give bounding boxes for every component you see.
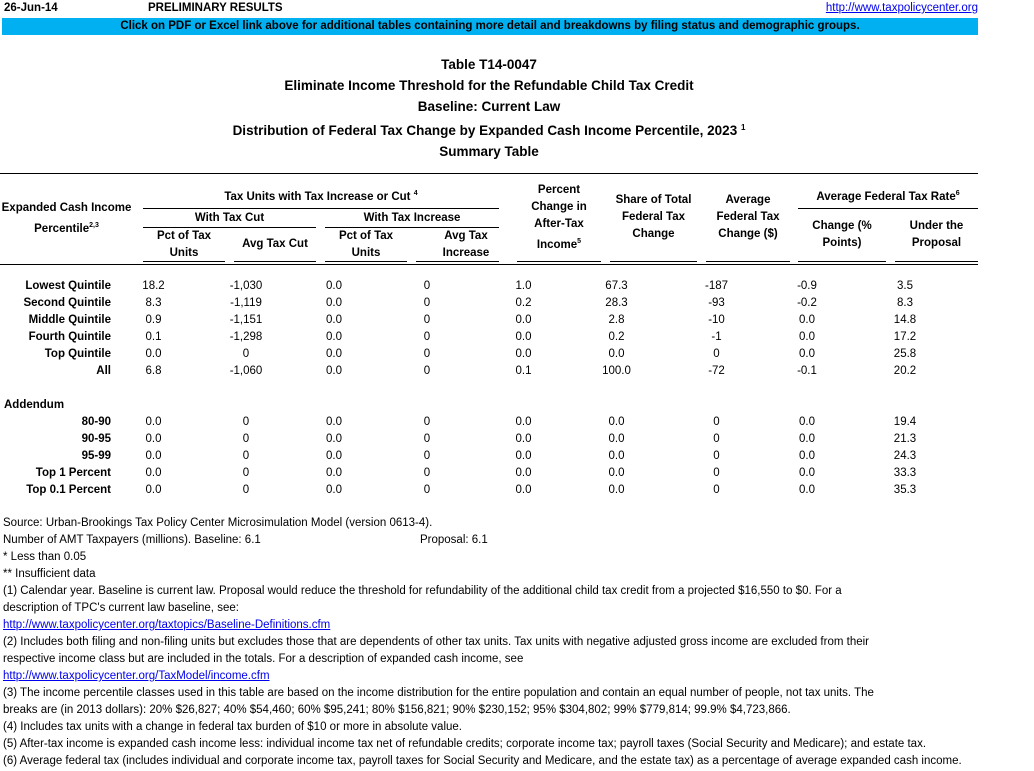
table-cell: 21.3 xyxy=(893,433,917,445)
with-cut-header: With Tax Cut xyxy=(194,212,265,224)
table-cell: 20.2 xyxy=(893,365,917,377)
table-cell: 0.0 xyxy=(515,484,532,496)
footnote-2a: (2) Includes both filing and non-filing units but excludes those that are dependents of other tax units. Tax units with negative adjusted gross income are excluded from their xyxy=(3,636,869,648)
table-titles xyxy=(0,54,978,162)
table-cell: 0.0 xyxy=(608,450,625,462)
table-row xyxy=(0,431,959,448)
rate-under-header: Under the Proposal xyxy=(909,220,964,249)
footnote-4: (4) Includes tax units with a change in federal tax burden of $10 or more in absolute value. xyxy=(3,721,462,733)
footnote-2b: respective income class but are included in the totals. For a description of expanded cash income, see xyxy=(3,653,524,665)
table-cell: 0.0 xyxy=(799,348,815,360)
table-row xyxy=(0,329,959,346)
table-cell: 0.0 xyxy=(145,450,162,462)
table-cell: 0.0 xyxy=(326,297,342,309)
table-cell: 1.0 xyxy=(515,280,532,292)
main-data-table xyxy=(0,278,959,380)
table-cell: -1,030 xyxy=(229,280,263,292)
table-cell: 0.0 xyxy=(326,280,342,292)
table-cell: 0.0 xyxy=(326,433,342,445)
row-label: 95-99 xyxy=(81,450,111,462)
with-increase-header: With Tax Increase xyxy=(363,212,461,224)
row-label: 90-95 xyxy=(81,433,111,445)
footnote-3a: (3) The income percentile classes used in this table are based on the income distribution for the entire population and contain an equal number of people, not tax units. The xyxy=(3,687,874,699)
table-cell: 0 xyxy=(242,484,250,496)
table-cell: 0.0 xyxy=(515,433,532,445)
table-cell: 0.0 xyxy=(145,484,162,496)
table-cell: 67.3 xyxy=(605,280,628,292)
table-cell: 0.0 xyxy=(145,416,162,428)
table-cell: 0.0 xyxy=(799,484,815,496)
table-row xyxy=(0,482,959,499)
table-cell: 0.0 xyxy=(515,450,532,462)
table-cell: 0 xyxy=(713,416,720,428)
rate-change-rule xyxy=(798,261,886,262)
row-label: 80-90 xyxy=(81,416,111,428)
table-cell: 0.0 xyxy=(515,314,532,326)
table-cell: 0.0 xyxy=(799,450,815,462)
table-cell: 17.2 xyxy=(893,331,917,343)
row-label: Top 1 Percent xyxy=(35,467,111,479)
table-cell: 0.0 xyxy=(145,348,162,360)
amt-note: Number of AMT Taxpayers (millions). Baseline: 6.1 Proposal: 6.1 xyxy=(3,534,488,546)
footnote-1a: (1) Calendar year. Baseline is current law. Proposal would reduce the threshold for refundability of the additional child tax credit from a projected $16,550 to $0. For a xyxy=(3,585,842,597)
row-label: All xyxy=(96,365,111,377)
table-cell: 0 xyxy=(423,280,431,292)
avg-cut-header: Avg Tax Cut xyxy=(242,238,308,250)
table-title: Eliminate Income Threshold for the Refundable Child Tax Credit xyxy=(284,78,694,93)
summary-title: Summary Table xyxy=(439,144,539,159)
table-row xyxy=(0,312,959,329)
share-header: Share of Total Federal Tax Change xyxy=(615,194,692,240)
baseline-definitions-link[interactable]: http://www.taxpolicycenter.org/taxtopics/Baseline-Definitions.cfm xyxy=(3,619,331,631)
table-cell: 0.2 xyxy=(515,297,532,309)
info-banner: Click on PDF or Excel link above for additional tables containing more detail and breakdowns by filing status and demographic groups. xyxy=(2,18,978,35)
tpc-website-link[interactable]: http://www.taxpolicycenter.org xyxy=(825,2,978,14)
table-cell: -187 xyxy=(704,280,729,292)
table-cell: 0.1 xyxy=(145,331,162,343)
table-cell: 0 xyxy=(713,467,720,479)
table-cell: 0.0 xyxy=(326,467,342,479)
distribution-title: Distribution of Federal Tax Change by Expanded Cash Income Percentile, 2023 $^1$ xyxy=(232,123,746,138)
table-cell: -93 xyxy=(708,297,725,309)
source-note: Source: Urban-Brookings Tax Policy Center Microsimulation Model (version 0613-4). xyxy=(3,517,433,529)
table-cell: 0.0 xyxy=(799,331,815,343)
table-id: Table T14-0047 xyxy=(441,57,537,72)
table-row xyxy=(0,346,959,363)
addendum-label: Addendum xyxy=(4,399,65,411)
less-than-note: * Less than 0.05 xyxy=(3,551,87,563)
table-row xyxy=(0,448,959,465)
table-cell: 0 xyxy=(423,416,431,428)
table-cell: 19.4 xyxy=(893,416,917,428)
table-cell: 0 xyxy=(713,433,720,445)
table-cell: 0.0 xyxy=(515,467,532,479)
table-cell: 8.3 xyxy=(897,297,913,309)
table-row xyxy=(0,363,959,380)
table-cell: 18.2 xyxy=(142,280,165,292)
table-cell: -1,298 xyxy=(229,331,263,343)
table-cell: 35.3 xyxy=(893,484,917,496)
row-label: Top Quintile xyxy=(44,348,111,360)
table-row xyxy=(0,414,959,431)
units-group-rule xyxy=(143,208,499,209)
table-cell: 0.0 xyxy=(608,348,625,360)
table-row xyxy=(0,465,959,482)
table-cell: -1 xyxy=(711,331,722,343)
table-cell: -10 xyxy=(708,314,725,326)
pct-units-cut-header: Pct of Tax Units xyxy=(156,230,212,259)
table-cell: 0.0 xyxy=(608,484,625,496)
table-cell: 0 xyxy=(423,331,431,343)
footnote-5: (5) After-tax income is expanded cash income less: individual income tax net of refundable credits; corporate income tax; payroll taxes (Social Security and Medicare); and estate tax. xyxy=(3,738,927,750)
page-header xyxy=(2,2,978,16)
table-cell: 0.0 xyxy=(608,433,625,445)
table-cell: 0 xyxy=(242,348,250,360)
table-cell: 0 xyxy=(242,450,250,462)
table-cell: 14.8 xyxy=(893,314,917,326)
table-cell: -1,119 xyxy=(230,297,262,309)
row-label: Top 0.1 Percent xyxy=(26,484,111,496)
table-cell: 0.0 xyxy=(326,450,342,462)
table-cell: 0 xyxy=(242,416,250,428)
table-cell: 0.2 xyxy=(608,331,625,343)
table-cell: 0 xyxy=(713,348,720,360)
table-cell: 0 xyxy=(423,348,431,360)
table-cell: 2.8 xyxy=(608,314,625,326)
table-cell: 0.0 xyxy=(145,433,162,445)
footnote-1b: description of TPC's current law baseline, see: xyxy=(3,602,239,614)
table-cell: 0 xyxy=(242,433,250,445)
table-cell: -0.2 xyxy=(797,297,817,309)
rate-group-header: Average Federal Tax Rate$^6$ xyxy=(816,190,960,203)
table-cell: 0.0 xyxy=(799,314,815,326)
avg-cut-rule xyxy=(234,261,316,262)
table-cell: 0 xyxy=(713,450,720,462)
table-cell: 0.0 xyxy=(515,416,532,428)
table-cell: 0.0 xyxy=(608,416,625,428)
table-cell: 0.0 xyxy=(326,365,342,377)
table-cell: 0.0 xyxy=(799,416,815,428)
footnote-6: (6) Average federal tax (includes individual and corporate income tax, payroll taxes for Social Security and Medicare, and the estate tax) as a percentage of average expanded cash income. xyxy=(3,755,962,767)
table-cell: 0.0 xyxy=(145,467,162,479)
table-cell: -1,060 xyxy=(229,365,263,377)
header-bottom-rule xyxy=(0,264,978,265)
table-cell: 0 xyxy=(423,433,431,445)
table-cell: 0.9 xyxy=(145,314,162,326)
addendum-data-table xyxy=(0,414,959,499)
table-cell: -0.1 xyxy=(797,365,817,377)
row-label-header: Expanded Cash Income Percentile$^{2,3}$ xyxy=(1,202,132,235)
insufficient-note: ** Insufficient data xyxy=(3,568,96,580)
table-cell: 25.8 xyxy=(893,348,917,360)
units-group-header: Tax Units with Tax Increase or Cut $^4$ xyxy=(224,190,418,203)
avg-inc-header: Avg Tax Increase xyxy=(442,230,490,259)
table-cell: 0.0 xyxy=(515,331,532,343)
table-cell: 0 xyxy=(423,484,431,496)
table-cell: 0.0 xyxy=(326,416,342,428)
table-cell: 0 xyxy=(423,467,431,479)
footnote-3b: breaks are (in 2013 dollars): 20% $26,827; 40% $54,460; 60% $95,241; 80% $156,821; 90% $230,152; 95% $304,802; 99% $779,814; 99.9% $4,723,866. xyxy=(3,704,791,716)
table-cell: 8.3 xyxy=(145,297,162,309)
table-cell: 0 xyxy=(423,314,431,326)
table-cell: 0.0 xyxy=(799,433,815,445)
report-date: 26-Jun-14 xyxy=(4,2,58,14)
table-cell: 33.3 xyxy=(893,467,917,479)
row-label: Lowest Quintile xyxy=(25,280,111,292)
table-cell: -1,151 xyxy=(229,314,263,326)
table-cell: 0 xyxy=(713,484,720,496)
avgfed-header: Average Federal Tax Change ($) xyxy=(716,194,780,240)
table-cell: 0 xyxy=(423,365,431,377)
table-row xyxy=(0,295,959,312)
table-cell: 0.0 xyxy=(799,467,815,479)
table-cell: 0.0 xyxy=(326,484,342,496)
row-label: Second Quintile xyxy=(23,297,111,309)
share-rule xyxy=(610,261,697,262)
row-label: Fourth Quintile xyxy=(28,331,111,343)
table-cell: 0.0 xyxy=(608,467,625,479)
table-cell: 100.0 xyxy=(602,365,631,377)
income-definition-link[interactable]: http://www.taxpolicycenter.org/TaxModel/income.cfm xyxy=(3,670,270,682)
table-cell: 0 xyxy=(242,467,250,479)
preliminary-label: PRELIMINARY RESULTS xyxy=(148,2,283,14)
table-cell: 6.8 xyxy=(145,365,162,377)
table-cell: -72 xyxy=(708,365,725,377)
avgfed-rule xyxy=(706,261,790,262)
footnotes xyxy=(3,515,1033,770)
row-label: Middle Quintile xyxy=(28,314,111,326)
table-cell: 0.0 xyxy=(326,331,342,343)
table-row xyxy=(0,278,959,295)
table-cell: 24.3 xyxy=(893,450,917,462)
table-cell: 0.0 xyxy=(326,314,342,326)
baseline-title: Baseline: Current Law xyxy=(417,99,561,114)
table-cell: 0 xyxy=(423,450,431,462)
rate-change-header: Change (% Points) xyxy=(812,220,872,249)
table-cell: -0.9 xyxy=(797,280,817,292)
table-cell: 0.0 xyxy=(326,348,342,360)
table-cell: 0.1 xyxy=(515,365,532,377)
table-cell: 28.3 xyxy=(605,297,628,309)
pct-units-inc-header: Pct of Tax Units xyxy=(338,230,394,259)
pct-change-rule xyxy=(517,261,601,262)
table-cell: 3.5 xyxy=(897,280,913,292)
header-top-rule xyxy=(0,173,978,174)
pct-change-header: Percent Change in After-Tax Income$^5$ xyxy=(531,184,587,251)
rate-group-rule xyxy=(798,208,978,209)
table-cell: 0.0 xyxy=(515,348,532,360)
table-cell: 0 xyxy=(423,297,431,309)
rate-under-rule xyxy=(895,261,978,262)
